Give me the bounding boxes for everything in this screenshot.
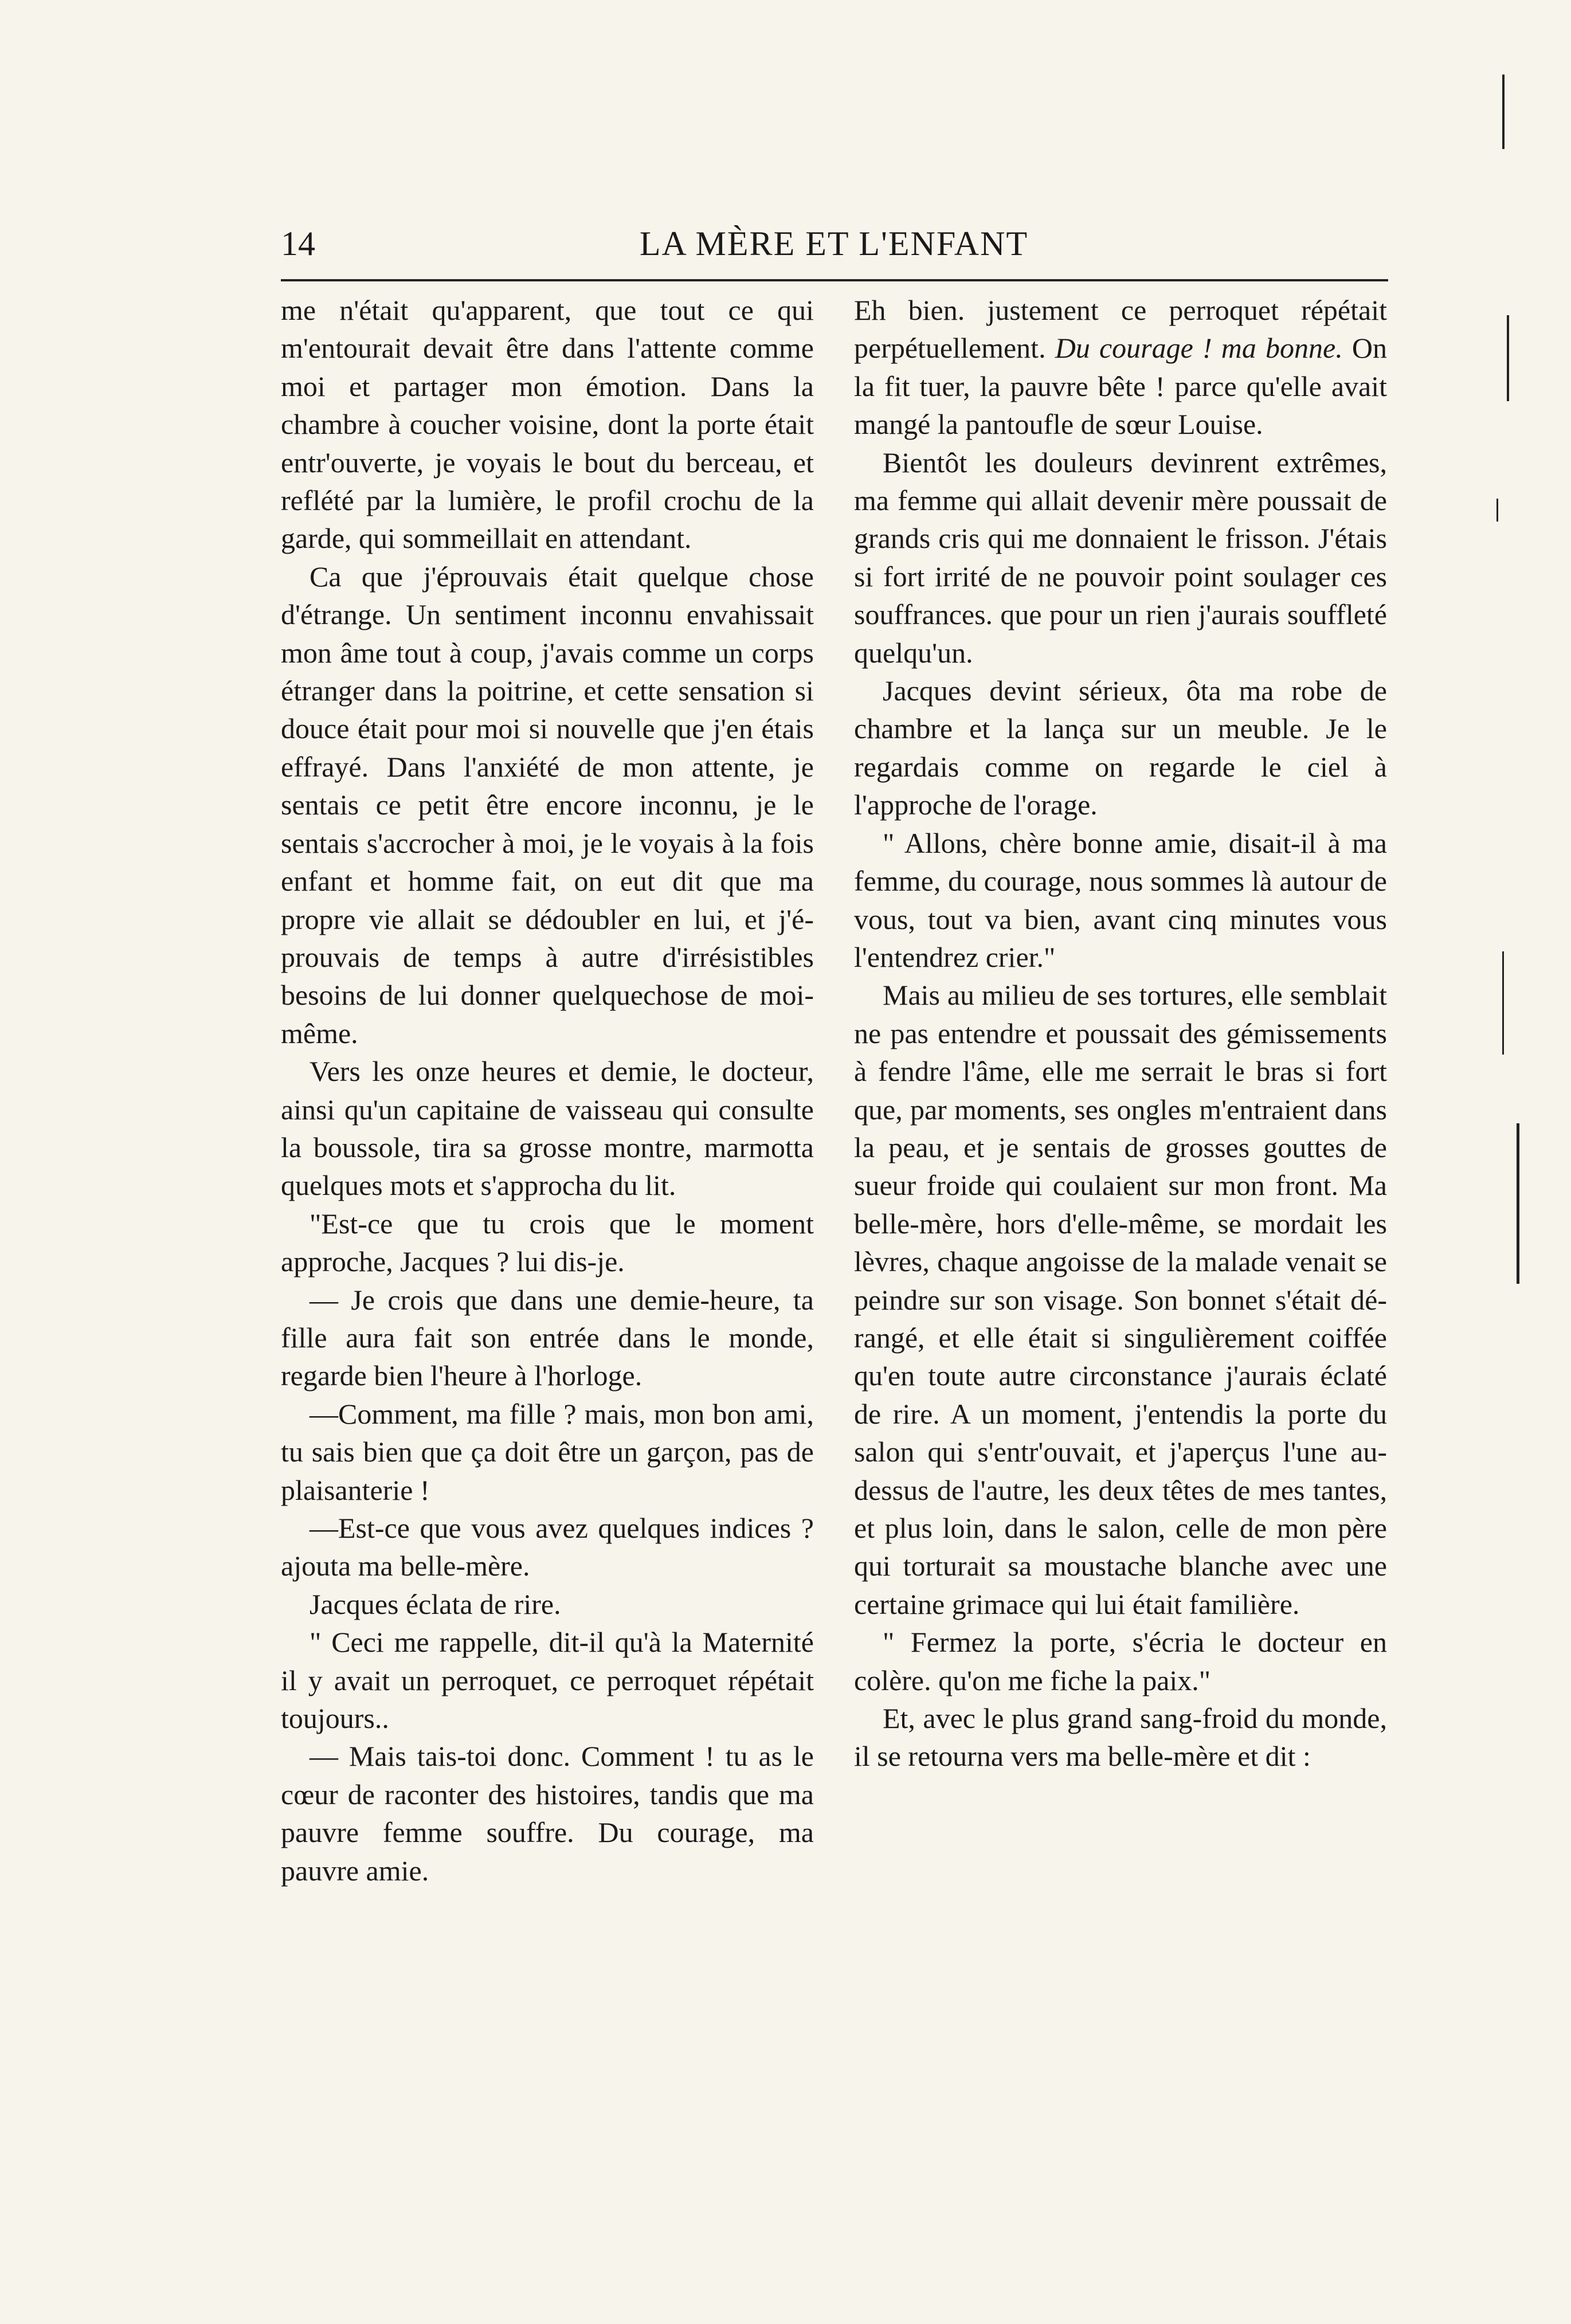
page-number: 14 xyxy=(281,225,315,262)
left-column xyxy=(281,291,814,1890)
paragraph: me n'était qu'apparent, que tout ce qui m'entourait devait être dans l'attente comme moi et partager mon émotion. Dans la chambre à coucher voisine, dont la porte était entr'ouverte, je voyais le bout du berceau, et reflété par la lumière, le profil crochu de la garde, qui sommeillait en attendant. xyxy=(281,294,814,555)
paragraph: " Ceci me rappelle, dit-il qu'à la Maternité il y avait un perroquet, ce perroquet répétait toujours.. xyxy=(281,1626,814,1735)
paragraph: Jacques éclata de rire. xyxy=(310,1588,561,1620)
scan-artifacts xyxy=(1485,75,1554,1794)
paragraph: Ca que j'éprouvais était quelque chose d'étrange. Un sentiment inconnu envahissait mon âme tout à coup, j'avais comme un corps étranger dans la poitrine, et cette sensation si douce était pour moi si nouvelle que j'en étais effrayé. Dans l'anxiété de mon attente, je sentais ce petit être encore inconnu, je le sentais s'accrocher à moi, je le voyais à la fois enfant et homme fait, on eut dit que ma propre vie allait se dédoubler en lui, et j'éprouvais de temps à autre d'irrésistibles besoins de lui donner quelquechose de moi-même. xyxy=(281,560,814,1049)
paragraph: Bientôt les douleurs devinrent extrêmes, ma femme qui allait devenir mère poussait de grands cris qui me donnaient le frisson. J'étais si fort irrité de ne pouvoir point soulager ces souffrances. que pour un rien j'aurais souffleté quelqu'un. xyxy=(854,446,1387,669)
paragraph: "Est-ce que tu crois que le moment approche, Jacques ? lui dis-je. xyxy=(281,1207,814,1278)
paragraph-text: Eh bien. justement ce perroquet répétait perpétuellement. xyxy=(854,294,1387,365)
paragraph: —Est-ce que vous avez quelques indices ? ajouta ma belle-mère. xyxy=(281,1512,814,1582)
paragraph: — Je crois que dans une demie-heure, ta fille aura fait son entrée dans le monde, regarde bien l'heure à l'horloge. xyxy=(281,1283,814,1392)
paragraph: —Comment, ma fille ? mais, mon bon ami, tu sais bien que ça doit être un garçon, pas de plaisanterie ! xyxy=(281,1397,814,1506)
scan-mark xyxy=(1502,75,1505,149)
header-rule xyxy=(281,279,1388,281)
paragraph: Vers les onze heures et demie, le docteur, ainsi qu'un capitaine de vaisseau qui consulte la boussole, tira sa grosse montre, marmotta quelques mots et s'approcha du lit. xyxy=(281,1055,814,1202)
paragraph: " Fermez la porte, s'écria le docteur en colère. qu'on me fiche la paix." xyxy=(854,1626,1387,1696)
page-header xyxy=(281,221,1387,267)
scan-mark xyxy=(1507,315,1509,401)
paragraph xyxy=(854,291,1387,444)
right-column xyxy=(854,291,1387,1776)
italic-quote: Du courage ! ma bonne. xyxy=(1055,332,1343,365)
paragraph: Jacques devint sérieux, ôta ma robe de chambre et la lança sur un meuble. Je le regardais comme on regarde le ciel à l'approche de l'orage. xyxy=(854,675,1387,821)
running-title: LA MÈRE ET L'ENFANT xyxy=(639,225,1029,262)
scan-mark xyxy=(1496,499,1498,522)
paragraph: — Mais tais-toi donc. Comment ! tu as le cœur de raconter des histoires, tandis que ma pauvre femme souffre. Du courage, ma pauvre amie. xyxy=(281,1740,814,1887)
paragraph: Et, avec le plus grand sang-froid du monde, il se retourna vers ma belle-mère et dit : xyxy=(854,1702,1387,1773)
paragraph-text: On la fit tuer, la pauvre bête ! parce qu'elle avait mangé la pantoufle de sœur Louise. xyxy=(854,332,1388,441)
scan-mark xyxy=(1517,1123,1519,1284)
paragraph: " Allons, chère bonne amie, disait-il à ma femme, du courage, nous sommes là autour de vous, tout va bien, avant cinq minutes vous l'entendrez crier." xyxy=(854,826,1387,973)
paragraph: Mais au milieu de ses tortures, elle semblait ne pas entendre et poussait des gémissements à fendre l'âme, elle me serrait le bras si fort que, par moments, ses ongles m'entraient dans la peau, et je sentais de grosses gouttes de sueur froide qui coulaient sur mon front. Ma belle-mère, hors d'elle-même, se mordait les lèvres, chaque angoisse de la malade venait se peindre sur son visage. Son bonnet s'était dérangé, et elle était si singulièrement coiffée qu'en toute autre circonstance j'aurais éclaté de rire. A un moment, j'entendis la porte du salon qui s'entr'ouvait, et j'aperçus l'une au-dessus de l'autre, les deux têtes de mes tantes, et plus loin, dans le salon, celle de mon père qui torturait sa moustache blanche avec une certaine grimace qui lui était familière. xyxy=(854,979,1387,1620)
scan-mark xyxy=(1502,951,1504,1055)
